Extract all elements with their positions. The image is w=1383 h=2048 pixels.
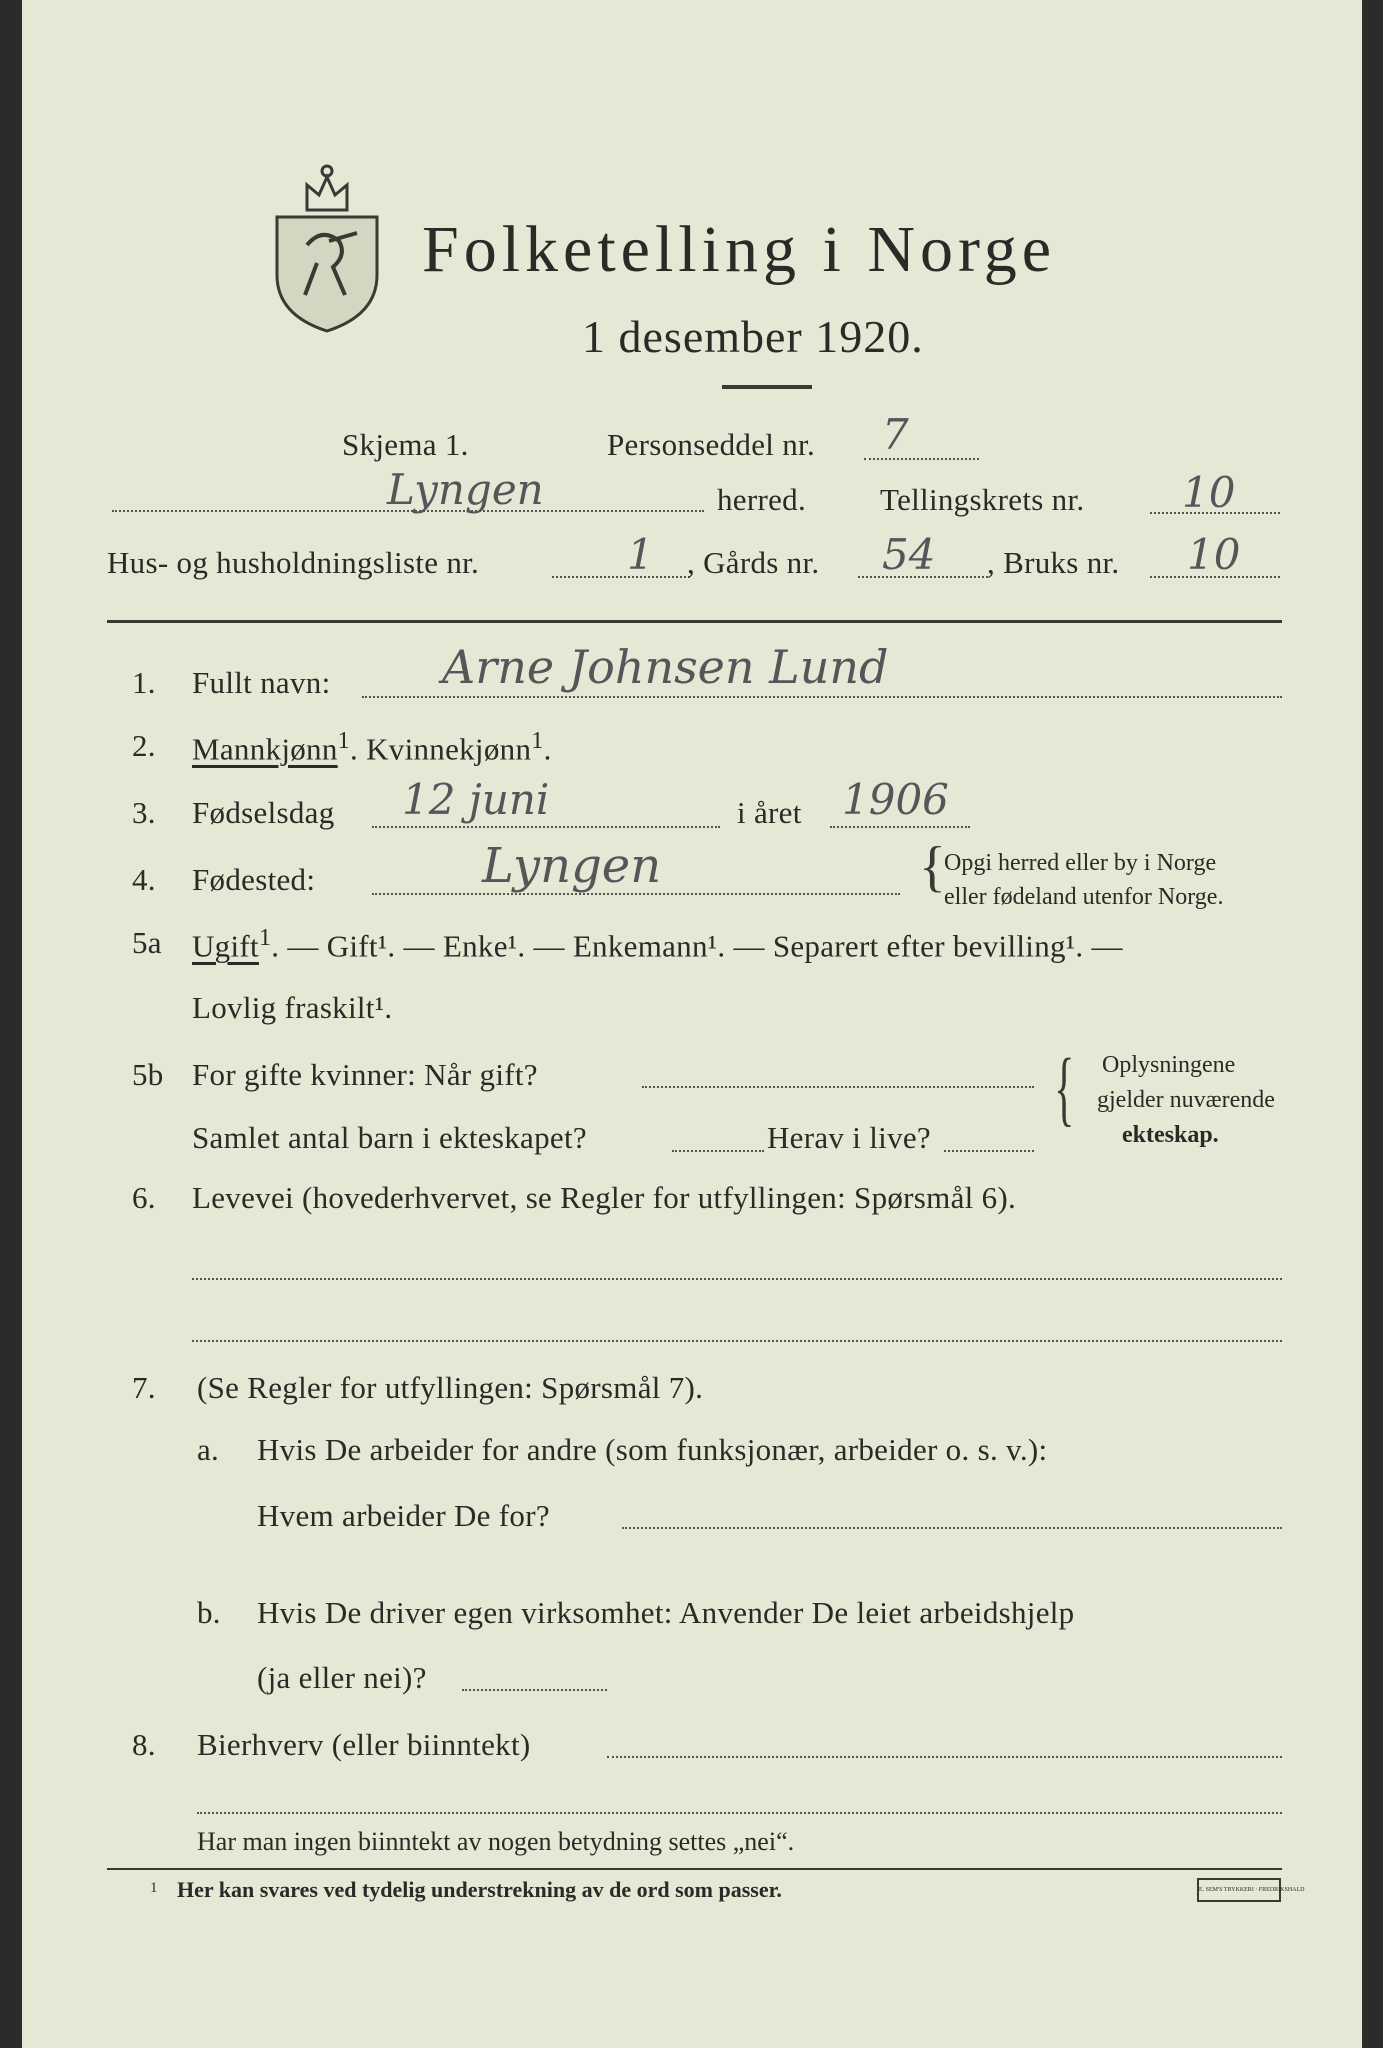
footnote-mark: 1 bbox=[150, 1880, 158, 1896]
q3-number: 3. bbox=[132, 795, 156, 830]
marital-status-options: Ugift$^1$. — Gift¹. — Enke¹. — Enkemann¹. — Separert efter bevilling¹. — bbox=[192, 925, 1123, 964]
hired-help-line[interactable] bbox=[462, 1689, 607, 1691]
birthday-value[interactable]: 12 juni bbox=[402, 775, 550, 824]
q8-number: 8. bbox=[132, 1727, 156, 1762]
birth-year-value[interactable]: 1906 bbox=[842, 775, 949, 824]
norway-coat-of-arms-icon bbox=[267, 155, 387, 335]
gards-label: , Gårds nr. bbox=[687, 545, 820, 580]
children-alive-line bbox=[944, 1150, 1034, 1152]
q1-label: Fullt navn: bbox=[192, 665, 331, 700]
title-divider bbox=[722, 385, 812, 389]
q5a-number: 5a bbox=[132, 925, 162, 960]
gards-value[interactable]: 54 bbox=[882, 530, 936, 579]
birthday-label: Fødselsdag bbox=[192, 795, 335, 830]
q6-number: 6. bbox=[132, 1180, 156, 1215]
marital-other-options[interactable]: . — Gift¹. — Enke¹. — Enkemann¹. — Separert efter bevilling¹. — bbox=[271, 928, 1123, 964]
q4-number: 4. bbox=[132, 862, 156, 897]
birthday-line bbox=[372, 826, 720, 828]
side-income-line-2[interactable] bbox=[197, 1812, 1282, 1814]
q5b-brace: { bbox=[1054, 1042, 1075, 1135]
occupation-line-1[interactable] bbox=[192, 1278, 1282, 1280]
q7-label: (Se Regler for utfyllingen: Spørsmål 7). bbox=[197, 1370, 704, 1405]
full-name-line bbox=[362, 696, 1282, 698]
form-title: Folketelling i Norge bbox=[422, 213, 1057, 286]
herred-label: herred. bbox=[717, 482, 807, 517]
employer-line[interactable] bbox=[622, 1527, 1282, 1529]
hus-value[interactable]: 1 bbox=[627, 530, 654, 579]
bruks-label: , Bruks nr. bbox=[987, 545, 1120, 580]
married-when-label: For gifte kvinner: Når gift? bbox=[192, 1057, 538, 1092]
children-total-line bbox=[672, 1150, 764, 1152]
gender-male-option[interactable]: Mannkjønn bbox=[192, 731, 338, 767]
birthplace-value[interactable]: Lyngen bbox=[482, 838, 662, 894]
gender-options: Mannkjønn$^1$. Kvinnekjønn$^1$. bbox=[192, 728, 552, 767]
q7-number: 7. bbox=[132, 1370, 156, 1405]
marital-ugift-option[interactable]: Ugift bbox=[192, 928, 259, 964]
q7b-letter: b. bbox=[197, 1595, 221, 1630]
married-when-line bbox=[642, 1086, 1034, 1088]
children-alive-label: Herav i live? bbox=[767, 1120, 931, 1155]
q2-number: 2. bbox=[132, 728, 156, 763]
q5b-note-2: gjelder nuværende bbox=[1097, 1087, 1275, 1113]
q7a-letter: a. bbox=[197, 1432, 220, 1467]
footnote-rule bbox=[107, 1868, 1282, 1870]
birth-year-line bbox=[830, 826, 970, 828]
census-date: 1 desember 1920. bbox=[582, 311, 924, 362]
birthplace-note-2: eller fødeland utenfor Norge. bbox=[944, 884, 1224, 910]
employer-label: Hvem arbeider De for? bbox=[257, 1498, 550, 1533]
q5b-number: 5b bbox=[132, 1057, 164, 1092]
census-form bbox=[22, 0, 1362, 2048]
birthplace-label: Fødested: bbox=[192, 862, 316, 897]
q5b-note-3: ekteskap. bbox=[1122, 1122, 1219, 1148]
children-total-label: Samlet antal barn i ekteskapet? bbox=[192, 1120, 587, 1155]
header-rule bbox=[107, 620, 1282, 623]
printer-stamp: E. SEM'S TRYKKERI · FREDRIKSHALD bbox=[1197, 1878, 1281, 1902]
herred-value[interactable]: Lyngen bbox=[387, 465, 544, 514]
birth-year-label: i året bbox=[737, 795, 802, 830]
skjema-label: Skjema 1. bbox=[342, 427, 469, 462]
q4-brace: { bbox=[919, 836, 946, 898]
tellingskrets-label: Tellingskrets nr. bbox=[880, 482, 1085, 517]
personseddel-label: Personseddel nr. bbox=[607, 427, 815, 462]
birthplace-note-1: Opgi herred eller by i Norge bbox=[944, 850, 1217, 876]
occupation-line-2[interactable] bbox=[192, 1340, 1282, 1342]
full-name-value[interactable]: Arne Johnsen Lund bbox=[442, 640, 889, 694]
hus-line bbox=[552, 576, 690, 578]
gender-female-option[interactable]: Kvinnekjønn bbox=[366, 731, 532, 767]
q7b-question: Hvis De driver egen virksomhet: Anvender De leiet arbeidshjelp bbox=[257, 1595, 1075, 1630]
hired-help-label: (ja eller nei)? bbox=[257, 1660, 427, 1695]
side-income-line-1[interactable] bbox=[607, 1756, 1282, 1758]
footnote-text: Her kan svares ved tydelig understrekning av de ord som passer. bbox=[177, 1877, 782, 1902]
marital-divorced-option[interactable]: Lovlig fraskilt¹. bbox=[192, 990, 393, 1025]
q1-number: 1. bbox=[132, 665, 156, 700]
q7a-question: Hvis De arbeider for andre (som funksjonær, arbeider o. s. v.): bbox=[257, 1432, 1048, 1467]
q5b-note-1: Oplysningene bbox=[1102, 1052, 1236, 1078]
personseddel-value[interactable]: 7 bbox=[882, 410, 909, 459]
occupation-label: Levevei (hovederhvervet, se Regler for utfyllingen: Spørsmål 6). bbox=[192, 1180, 1017, 1215]
side-income-label: Bierhverv (eller biinntekt) bbox=[197, 1727, 531, 1762]
side-income-note: Har man ingen biinntekt av nogen betydning settes „nei“. bbox=[197, 1827, 795, 1856]
bruks-value[interactable]: 10 bbox=[1187, 530, 1241, 579]
tellingskrets-value[interactable]: 10 bbox=[1182, 468, 1236, 517]
hus-label: Hus- og husholdningsliste nr. bbox=[107, 545, 480, 580]
